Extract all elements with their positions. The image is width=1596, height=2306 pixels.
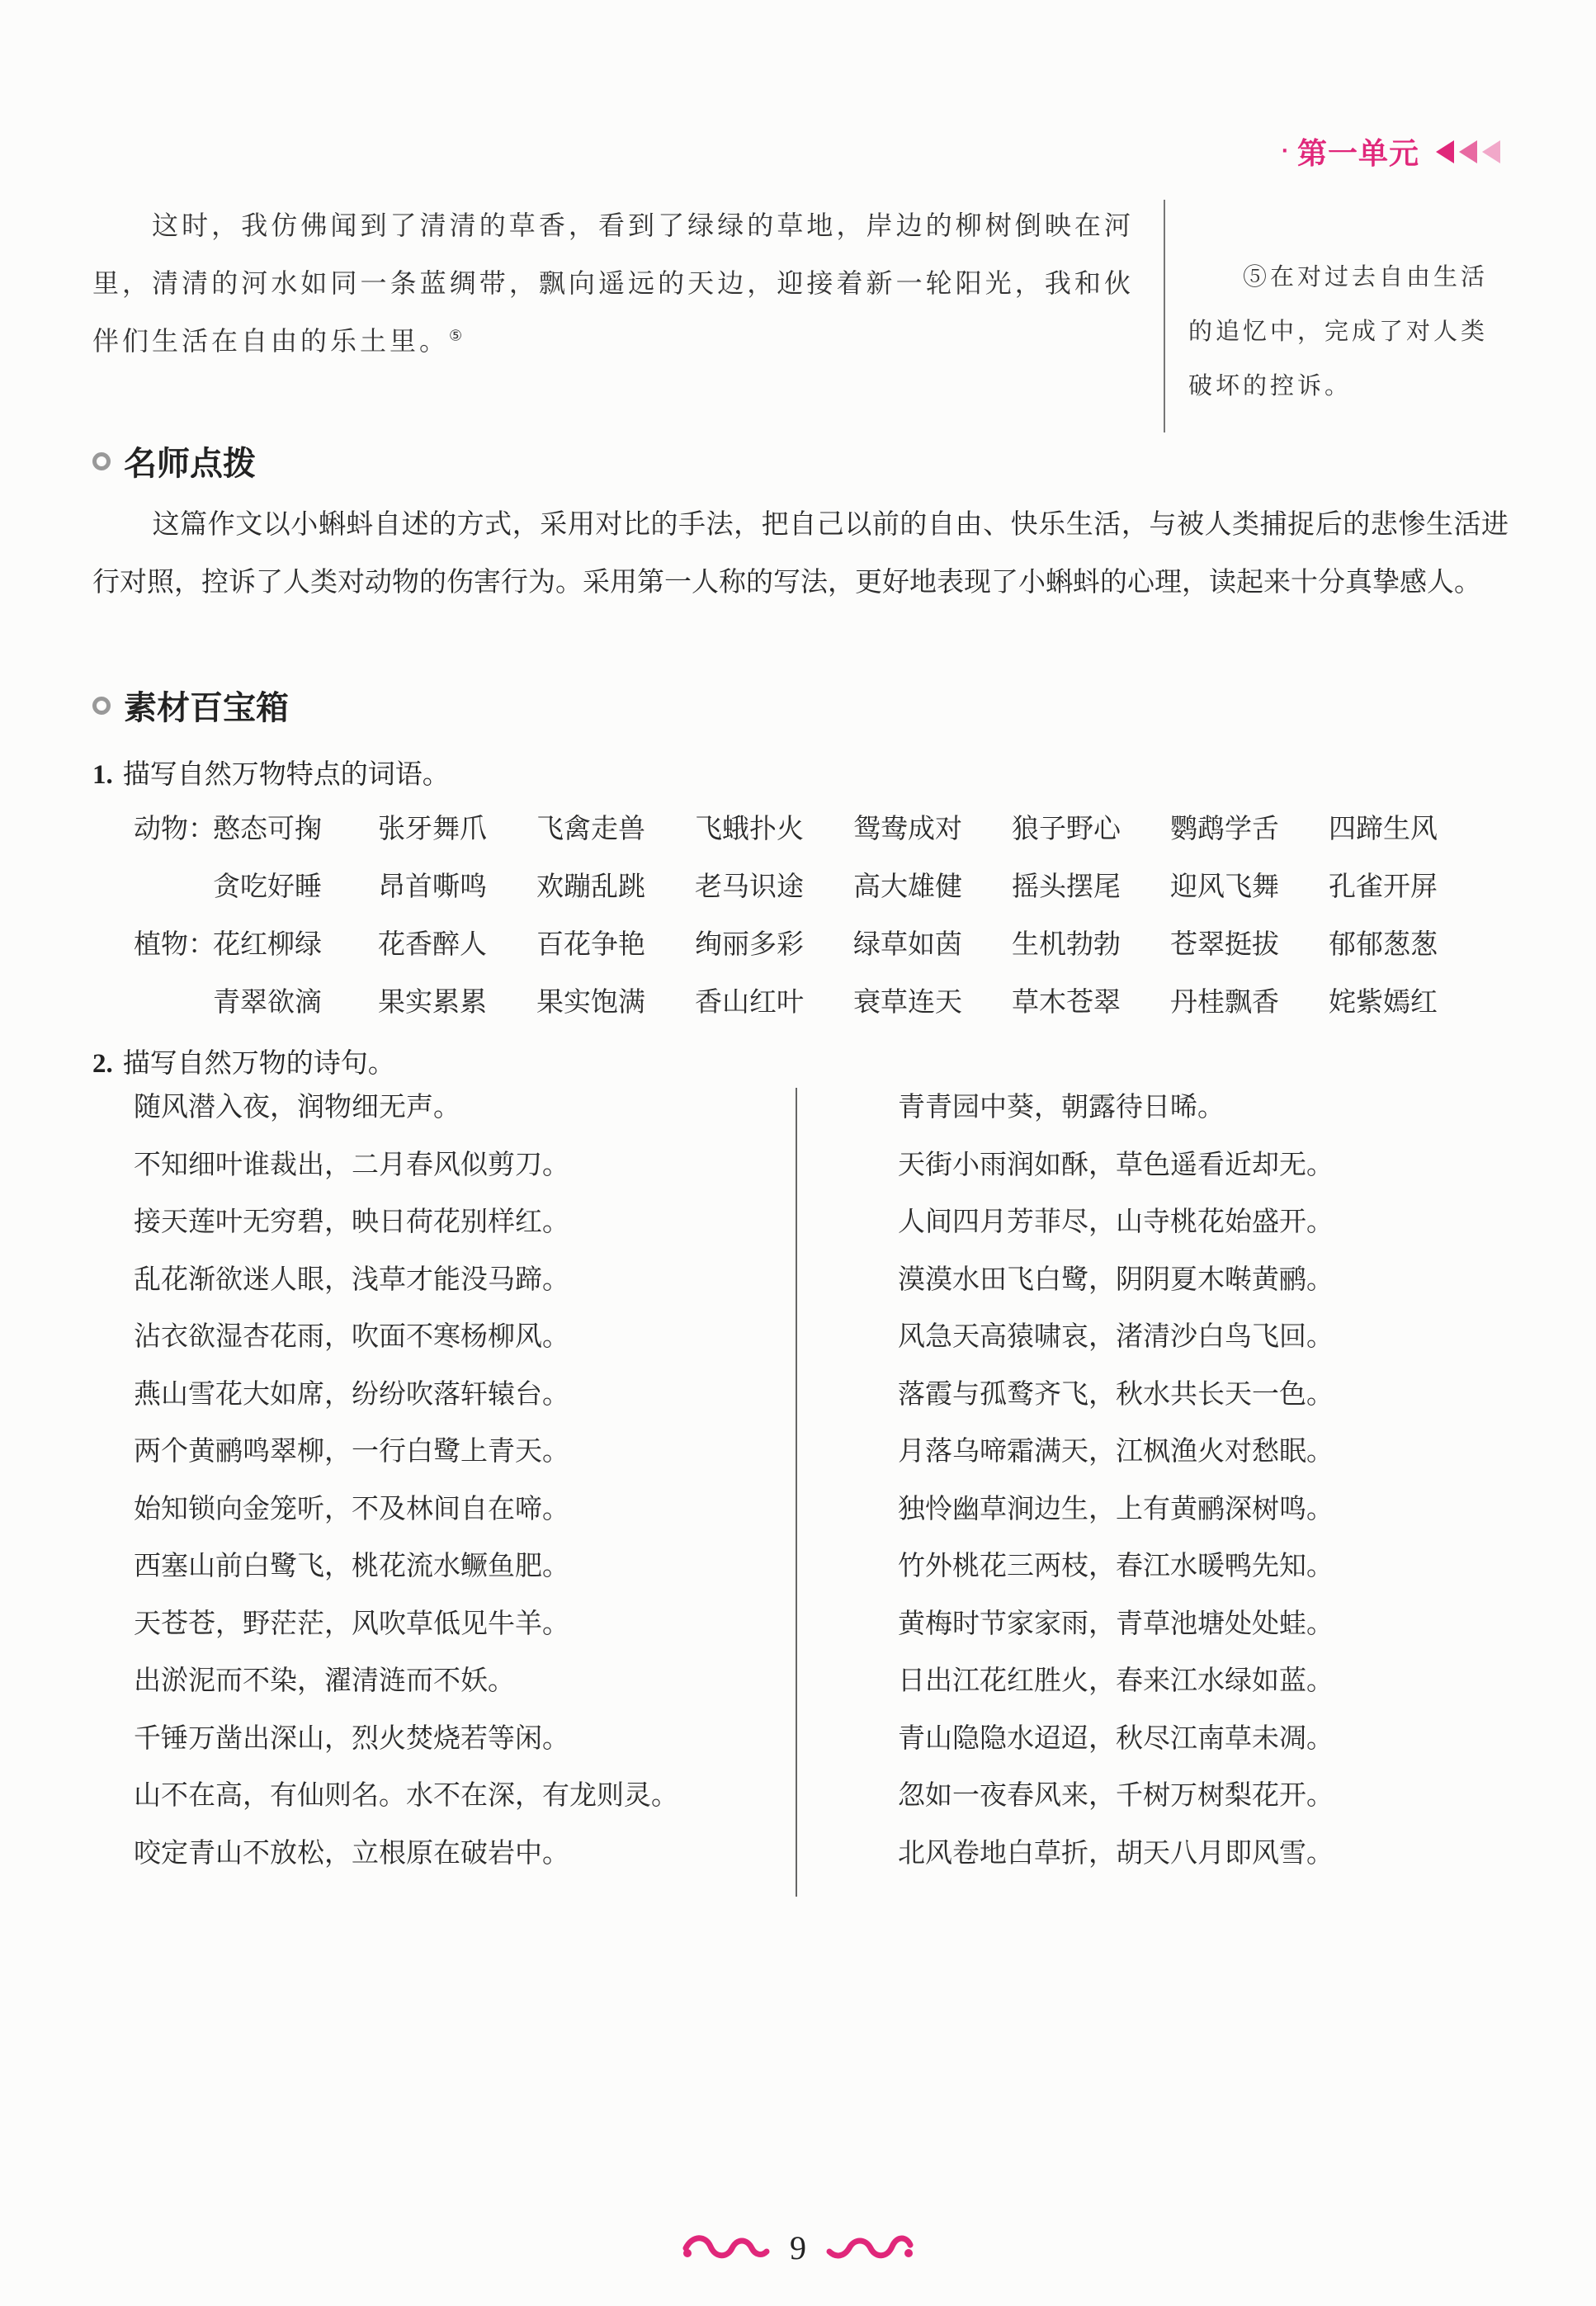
poem-line: 燕山雪花大如席，纷纷吹落轩辕台。 — [134, 1377, 569, 1410]
poem-line: 北风卷地白草折，胡天八月即风雪。 — [898, 1836, 1334, 1869]
side-note — [1188, 249, 1510, 413]
item-number: 2. — [92, 1049, 113, 1079]
poems-right-column — [898, 1078, 1334, 1881]
tips-body — [92, 495, 1509, 611]
word: 百花争艳 — [536, 928, 645, 960]
poem-line: 乱花渐欲迷人眼，浅草才能没马蹄。 — [134, 1262, 569, 1295]
word: 生机勃勃 — [1012, 928, 1121, 960]
poem-line: 人间四月芳菲尽，山寺桃花始盛开。 — [898, 1205, 1334, 1237]
word: 飞禽走兽 — [536, 812, 645, 844]
poem-line: 竹外桃花三两枝，春江水暖鸭先知。 — [898, 1549, 1334, 1581]
poem-line: 咬定青山不放松，立根原在破岩中。 — [134, 1836, 569, 1869]
word: 姹紫嫣红 — [1329, 985, 1438, 1018]
poem-line: 青青园中葵，朝露待日晞。 — [898, 1090, 1225, 1122]
poem-line: 天苍苍，野茫茫，风吹草低见牛羊。 — [134, 1606, 569, 1639]
poem-line: 漠漠水田飞白鹭，阴阴夏木啭黄鹂。 — [898, 1262, 1334, 1295]
poem-line: 黄梅时节家家雨，青草池塘处处蛙。 — [898, 1606, 1334, 1639]
word: 苍翠挺拔 — [1170, 928, 1279, 960]
word: 昂首嘶鸣 — [378, 870, 487, 902]
word: 鹦鹉学舌 — [1170, 812, 1279, 844]
page-footer — [0, 2228, 1596, 2267]
unit-header — [1282, 130, 1500, 172]
materials-item-2-title — [92, 1042, 395, 1080]
unit-label: 第一单元 — [1296, 137, 1419, 171]
word: 张牙舞爪 — [378, 812, 487, 844]
poem-line: 落霞与孤鹜齐飞，秋水共长天一色。 — [898, 1377, 1334, 1410]
poems-left-column — [134, 1078, 678, 1881]
tips-body-text: 这篇作文以小蝌蚪自述的方式，采用对比的手法，把自己以前的自由、快乐生活，与被人类捕捉后的悲惨生活进行对照，控诉了人类对动物的伤害行为。采用第一人称的写法，更好地表现了小蝌蚪的心理，读起来十分真挚感人。 — [92, 508, 1509, 598]
word: 丹桂飘香 — [1170, 985, 1279, 1018]
ring-bullet-icon — [92, 452, 111, 470]
word: 果实饱满 — [536, 985, 645, 1018]
passage-footnote-mark: ⑤ — [449, 327, 466, 345]
word-row-animals-1 — [134, 807, 1487, 846]
side-note-divider — [1164, 200, 1165, 432]
item-title: 描写自然万物特点的词语。 — [122, 758, 450, 790]
word: 衰草连天 — [853, 985, 962, 1018]
word: 欢蹦乱跳 — [536, 870, 645, 902]
poem-column-divider — [796, 1088, 797, 1897]
poem-line: 始知锁向金笼听，不及林间自在啼。 — [134, 1491, 569, 1524]
item-number: 1. — [92, 760, 113, 790]
word: 果实累累 — [378, 985, 487, 1018]
poem-line: 独怜幽草涧边生，上有黄鹂深树鸣。 — [898, 1491, 1334, 1524]
word: 憨态可掬 — [213, 812, 322, 844]
left-swirl-icon — [681, 2230, 772, 2266]
word: 孔雀开屏 — [1329, 870, 1438, 902]
poem-line: 出淤泥而不染，濯清涟而不妖。 — [134, 1664, 515, 1696]
poem-line: 西塞山前白鹭飞，桃花流水鳜鱼肥。 — [134, 1549, 569, 1581]
materials-heading-text: 素材百宝箱 — [124, 689, 289, 727]
poem-line: 沾衣欲湿杏花雨，吹面不寒杨柳风。 — [134, 1320, 569, 1352]
word: 绿草如茵 — [853, 928, 962, 960]
right-swirl-icon — [824, 2230, 915, 2266]
poem-line: 接天莲叶无穷碧，映日荷花别样红。 — [134, 1205, 569, 1237]
poem-line: 风急天高猿啸哀，渚清沙白鸟飞回。 — [898, 1320, 1334, 1352]
triple-arrow-icon — [1431, 140, 1500, 163]
word: 花红柳绿 — [213, 928, 322, 960]
poem-line: 两个黄鹂鸣翠柳，一行白鹭上青天。 — [134, 1434, 569, 1467]
passage-paragraph — [92, 196, 1134, 370]
poem-line: 月落乌啼霜满天，江枫渔火对愁眠。 — [898, 1434, 1334, 1467]
category-label-animals: 动物： — [134, 812, 215, 844]
word: 飞蛾扑火 — [695, 812, 804, 844]
poem-line: 忽如一夜春风来，千树万树梨花开。 — [898, 1779, 1334, 1811]
page-number: 9 — [790, 2229, 806, 2266]
word-row-animals-2 — [134, 865, 1487, 904]
word: 高大雄健 — [853, 870, 962, 902]
tips-heading-text: 名师点拨 — [124, 445, 256, 483]
word: 香山红叶 — [695, 985, 804, 1018]
poem-line: 千锤万凿出深山，烈火焚烧若等闲。 — [134, 1721, 569, 1754]
ring-bullet-icon — [92, 697, 111, 715]
materials-heading — [92, 682, 289, 729]
header-dot-icon: · — [1281, 141, 1289, 162]
word-row-plants-1 — [134, 923, 1487, 962]
word: 草木苍翠 — [1012, 985, 1121, 1018]
poem-line: 山不在高，有仙则名。水不在深，有龙则灵。 — [134, 1779, 678, 1811]
word: 郁郁葱葱 — [1329, 928, 1438, 960]
category-label-plants: 植物： — [134, 928, 215, 960]
word: 绚丽多彩 — [695, 928, 804, 960]
side-note-text: ⑤在对过去自由生活的追忆中，完成了对人类破坏的控诉。 — [1188, 262, 1489, 399]
word: 青翠欲滴 — [213, 985, 322, 1018]
materials-item-1-title — [92, 753, 450, 792]
poem-line: 日出江花红胜火，春来江水绿如蓝。 — [898, 1664, 1334, 1696]
poem-line: 不知细叶谁裁出，二月春风似剪刀。 — [134, 1147, 569, 1180]
poem-line: 随风潜入夜，润物细无声。 — [134, 1090, 460, 1122]
word: 摇头摆尾 — [1012, 870, 1121, 902]
word: 花香醉人 — [378, 928, 487, 960]
poem-line: 天街小雨润如酥，草色遥看近却无。 — [898, 1147, 1334, 1180]
word: 迎风飞舞 — [1170, 870, 1279, 902]
word: 老马识途 — [695, 870, 804, 902]
word: 狼子野心 — [1012, 812, 1121, 844]
tips-heading — [92, 437, 256, 484]
item-title: 描写自然万物的诗句。 — [122, 1047, 395, 1079]
passage-text: 这时，我仿佛闻到了清清的草香，看到了绿绿的草地，岸边的柳树倒映在河里，清清的河水如同一条蓝绸带，飘向遥远的天边，迎接着新一轮阳光，我和伙伴们生活在自由的乐土里。 — [92, 210, 1134, 357]
word: 贪吃好睡 — [213, 870, 322, 902]
poem-line: 青山隐隐水迢迢，秋尽江南草未凋。 — [898, 1721, 1334, 1754]
word: 鸳鸯成对 — [853, 812, 962, 844]
word: 四蹄生风 — [1329, 812, 1438, 844]
word-row-plants-2 — [134, 981, 1487, 1019]
